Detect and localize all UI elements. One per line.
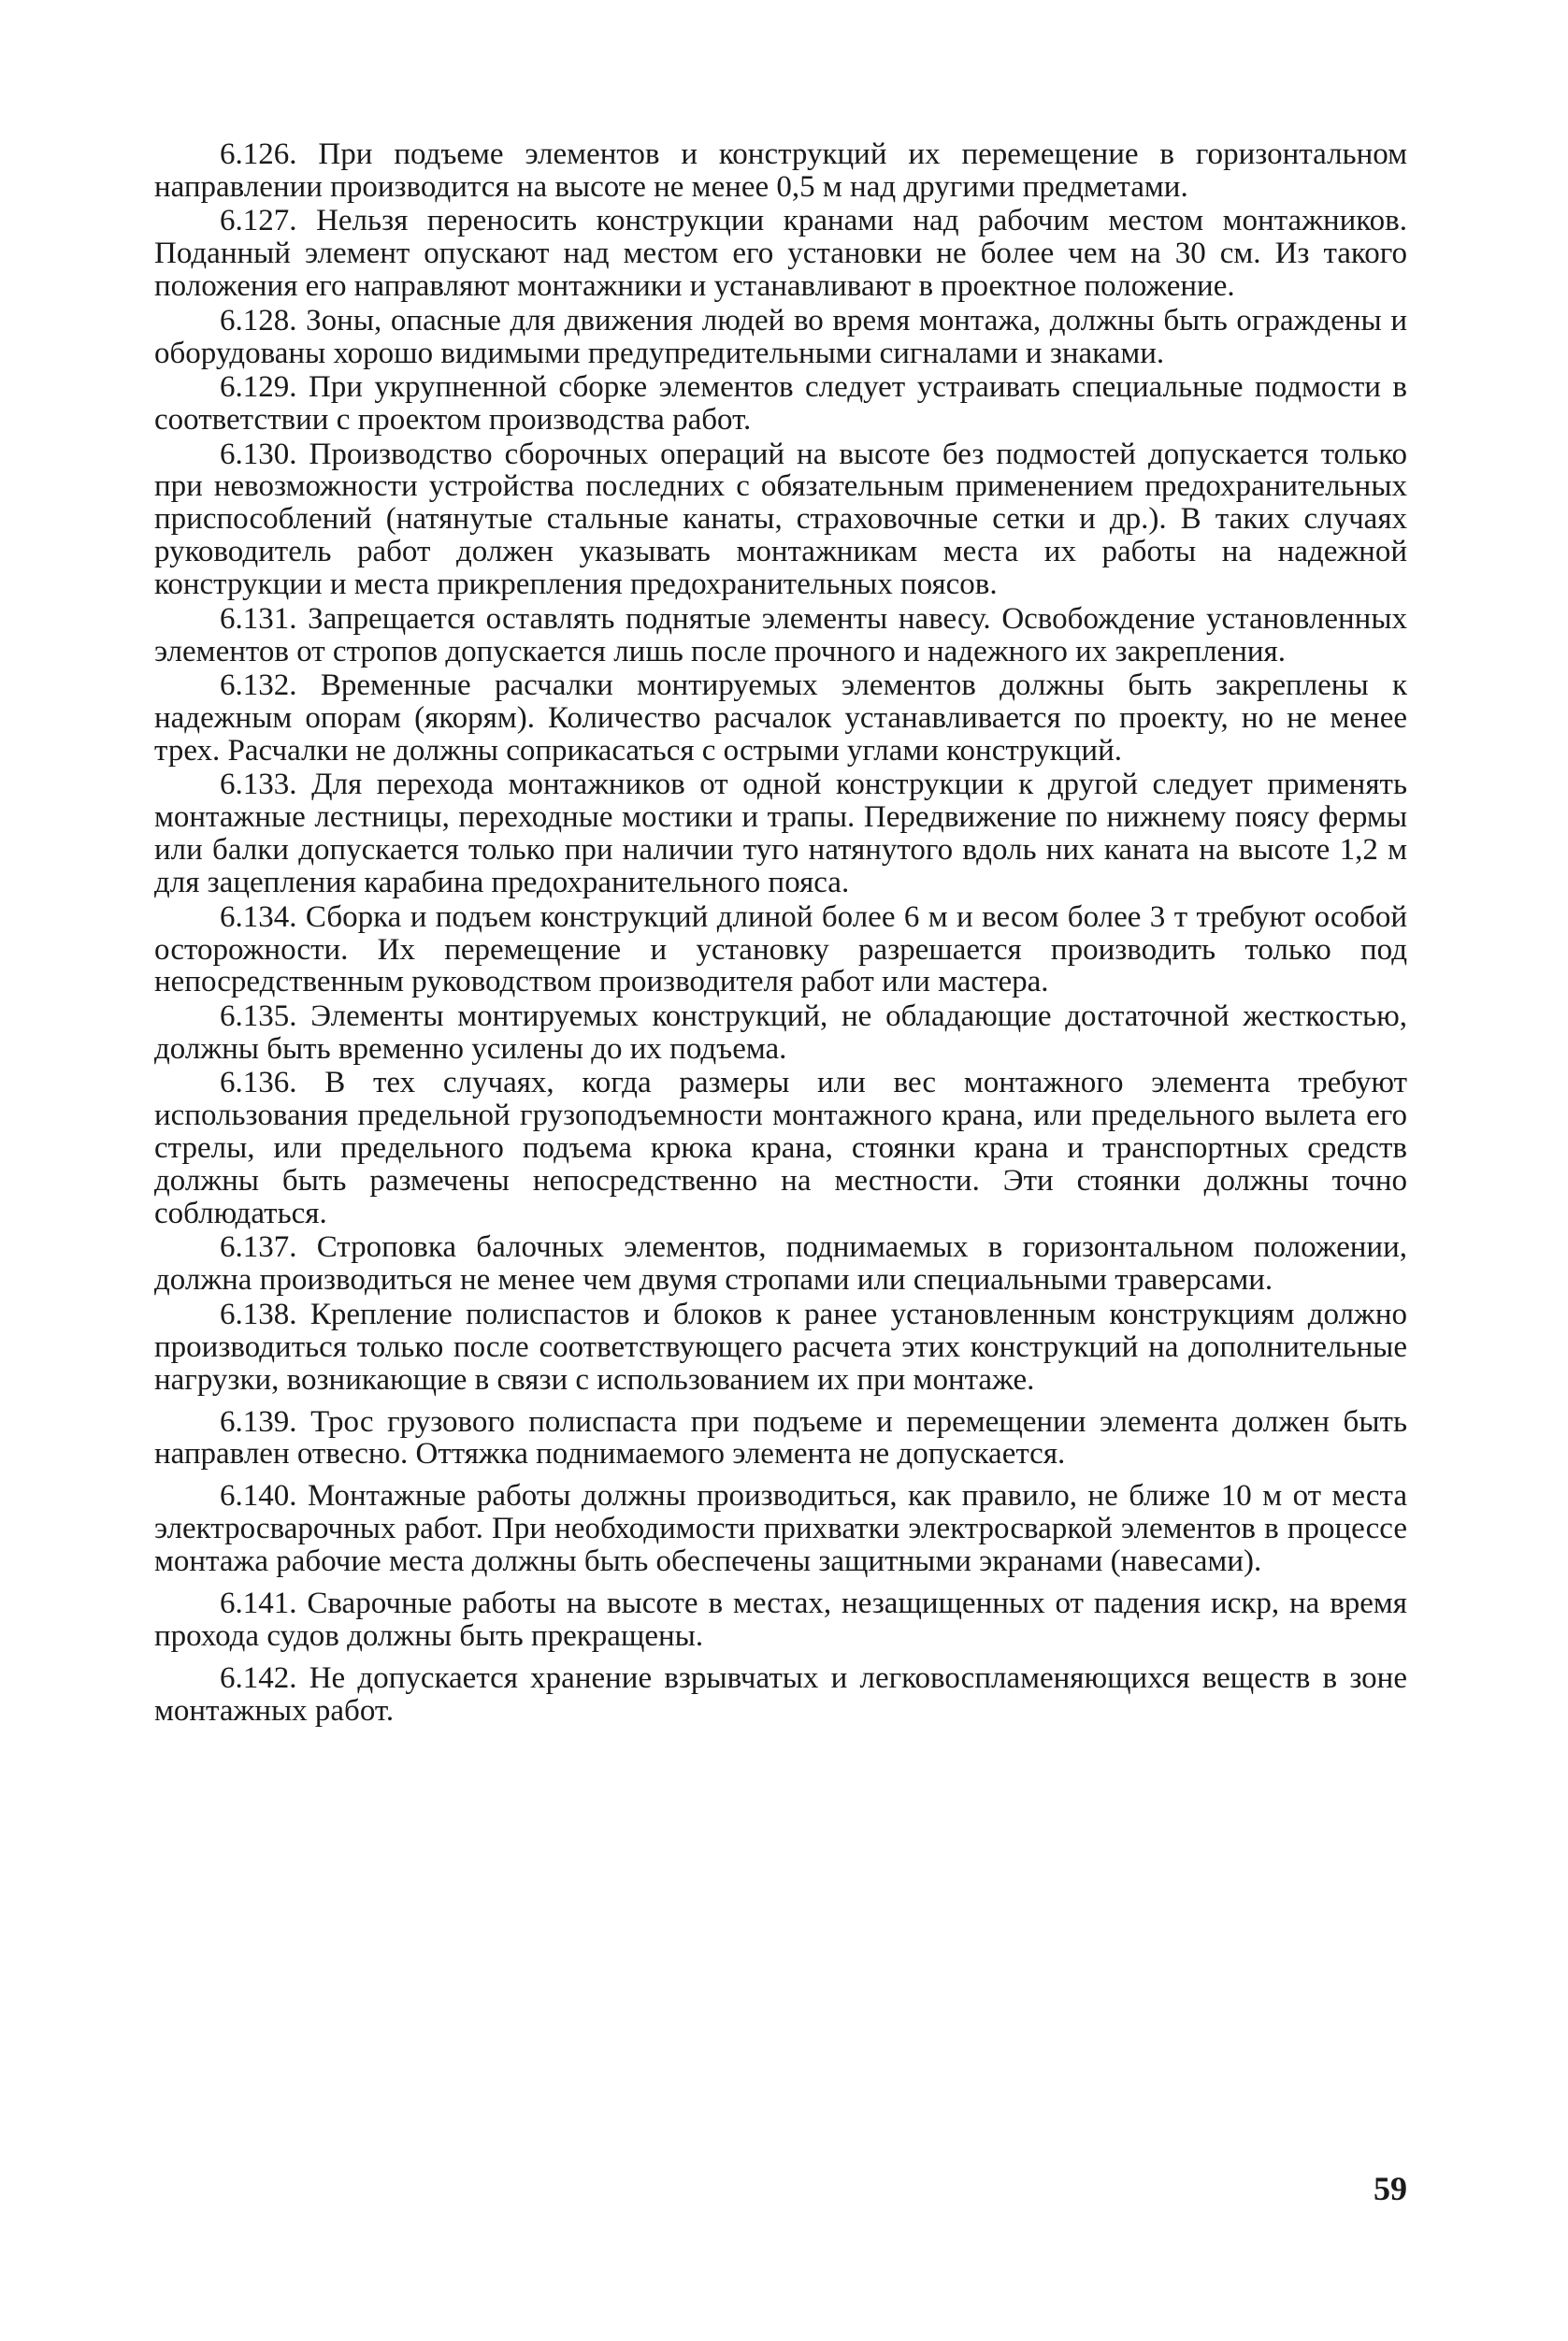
paragraph-6-139: 6.139. Трос грузового полиспаста при подъеме и перемещении элемента должен быть направлен отвесно. Оттяжка поднимаемого элемента не допускается. [154,1404,1407,1472]
paragraph-6-127: 6.127. Нельзя переносить конструкции кранами над рабочим местом монтажников. Поданный элемент опускают над местом его установки не более чем на 30 см. Из такого положения его направляют монтажники и устанавливают в проектное положение. [154,204,1407,304]
page-number: 59 [1374,2170,1407,2207]
paragraph-6-132: 6.132. Временные расчалки монтируемых элементов должны быть закреплены к надежным опорам (якорям). Количество расчалок устанавливается по проекту, но не менее трех. Расчалки не должны соприкасаться с острыми углами конструкций. [154,668,1407,768]
paragraph-6-134: 6.134. Сборка и подъем конструкций длиной более 6 м и весом более 3 т требуют особой осторожности. Их перемещение и установку разрешается производить только под непосредственным руководством производителя работ или мастера. [154,899,1407,999]
paragraph-6-131: 6.131. Запрещается оставлять поднятые элементы навесу. Освобождение установленных элементов от стропов допускается лишь после прочного и надежного их закрепления. [154,601,1407,668]
paragraph-6-136: 6.136. В тех случаях, когда размеры или вес монтажного элемента требуют использования предельной грузоподъемности монтажного крана, или предельного вылета его стрелы, или предельного подъема крюка крана, стоянки крана и транспортных средств должны быть размечены непосредственно на местности. Эти стоянки должны точно соблюдаться. [154,1066,1407,1230]
paragraph-6-129: 6.129. При укрупненной сборке элементов следует устраивать специальные подмости в соответствии с проектом производства работ. [154,370,1407,438]
paragraph-6-137: 6.137. Строповка балочных элементов, поднимаемых в горизонтальном положении, должна производиться не менее чем двумя стропами или специальными траверсами. [154,1230,1407,1298]
document-body [154,138,1407,1729]
paragraph-6-130: 6.130. Производство сборочных операций на высоте без подмостей допускается только при невозможности устройства последних с обязательным применением предохранительных приспособлений (натянутые стальные канаты, страховочные сетки и др.). В таких случаях руководитель работ должен указывать монтажникам места их работы на надежной конструкции и места прикрепления предохранительных поясов. [154,437,1407,602]
paragraph-6-140: 6.140. Монтажные работы должны производиться, как правило, не ближе 10 м от места электросварочных работ. При необходимости прихватки электросваркой элементов в процессе монтажа рабочие места должны быть обеспечены защитными экранами (навесами). [154,1479,1407,1579]
paragraph-6-135: 6.135. Элементы монтируемых конструкций, не обладающие достаточной жесткостью, должны быть временно усилены до их подъема. [154,998,1407,1066]
paragraph-6-138: 6.138. Крепление полиспастов и блоков к ранее установленным конструкциям должно производиться только после соответствующего расчета этих конструкций на дополнительные нагрузки, возникающие в связи с использованием их при монтаже. [154,1297,1407,1397]
paragraph-6-141: 6.141. Сварочные работы на высоте в местах, незащищенных от падения искр, на время прохода судов должны быть прекращены. [154,1587,1407,1653]
paragraph-6-133: 6.133. Для перехода монтажников от одной конструкции к другой следует применять монтажные лестницы, переходные мостики и трапы. Передвижение по нижнему поясу фермы или балки допускается только при наличии туго натянутого вдоль них каната на высоте 1,2 м для зацепления карабина предохранительного пояса. [154,768,1407,900]
paragraph-6-126: 6.126. При подъеме элементов и конструкций их перемещение в горизонтальном направлении производится на высоте не менее 0,5 м над другими предметами. [154,137,1407,204]
paragraph-6-142: 6.142. Не допускается хранение взрывчатых и легковоспламеняющихся веществ в зоне монтажных работ. [154,1660,1407,1728]
paragraph-6-128: 6.128. Зоны, опасные для движения людей во время монтажа, должны быть ограждены и оборудованы хорошо видимыми предупредительными сигналами и знаками. [154,303,1407,370]
